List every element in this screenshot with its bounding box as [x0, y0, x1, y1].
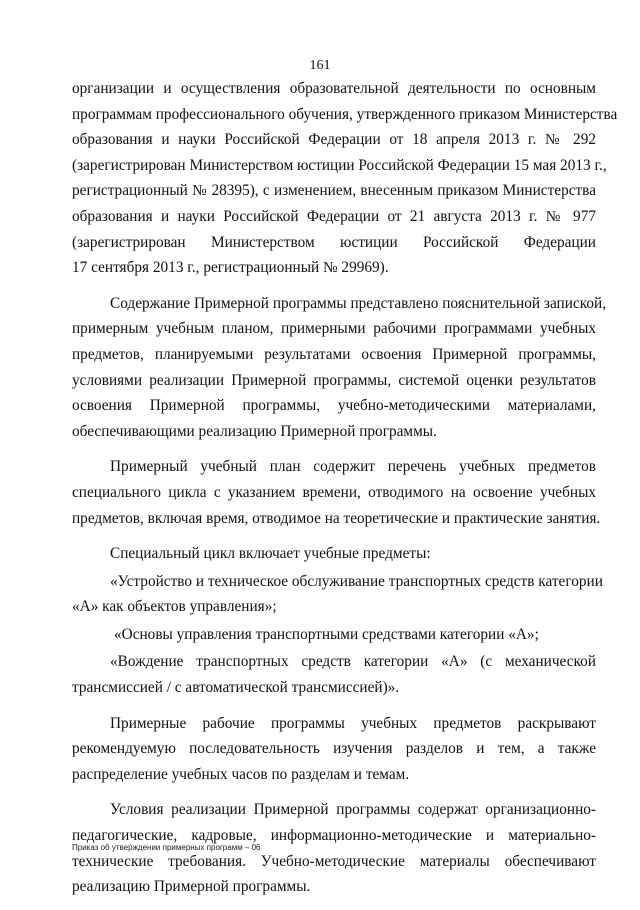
text-line: Примерный учебный план содержит перечень учебных предметов — [110, 458, 596, 476]
text-line: «Вождение транспортных средств категории «А» (с механической — [110, 653, 596, 671]
text-line: технические требования. Учебно-методические материалы обеспечивают — [72, 852, 596, 870]
text-line: обеспечивающими реализацию Примерной программы. — [72, 422, 437, 440]
text-line: педагогические, кадровые, информационно-методические и материально- — [72, 827, 596, 845]
document-body — [72, 76, 618, 910]
text-line: Условия реализации Примерной программы содержат организационно- — [110, 801, 596, 819]
text-line: программам профессионального обучения, утвержденного приказом Министерства — [72, 105, 618, 123]
paragraph-continuation — [72, 76, 618, 281]
page-number: 161 — [309, 58, 331, 73]
text-line: освоения Примерной программы, учебно-методическими материалами, — [72, 397, 596, 415]
text-line: предметов, планируемыми результатами освоения Примерной программы, — [72, 345, 596, 363]
text-line: (зарегистрирован Министерством юстиции Российской Федерации 15 мая 2013 г., — [72, 156, 607, 174]
text-line: Содержание Примерной программы представлено пояснительной запиской, — [110, 294, 607, 312]
text-line: «Устройство и техническое обслуживание транспортных средств категории — [110, 572, 603, 590]
text-line: «Основы управления транспортными средствами категории «А»; — [114, 625, 539, 643]
text-line: рекомендуемую последовательность изучения разделов и тем, а также — [72, 740, 596, 758]
text-line: примерным учебным планом, примерными рабочими программами учебных — [72, 320, 596, 338]
text-line: (зарегистрирован Министерством юстиции Российской Федерации — [72, 233, 596, 251]
text-line: распределение учебных часов по разделам и темам. — [72, 765, 410, 783]
paragraph-subject-driving — [72, 649, 596, 700]
paragraph-study-plan — [72, 454, 601, 531]
footer-note: Приказ об утверждении примерных программ – 06 — [72, 843, 261, 852]
text-line: «А» как объектов управления»; — [72, 598, 277, 616]
text-line: Специальный цикл включает учебные предметы: — [110, 545, 431, 563]
text-line: 17 сентября 2013 г., регистрационный № 29969). — [72, 259, 389, 277]
paragraph-work-programs — [72, 711, 596, 788]
paragraph-subject-device — [72, 569, 603, 620]
text-line: регистрационный № 28395), с изменением, внесенным приказом Министерства — [72, 182, 596, 200]
text-line: образования и науки Российской Федерации от 18 апреля 2013 г. № 292 — [72, 131, 596, 149]
text-line: Примерные рабочие программы учебных предметов раскрывают — [110, 714, 596, 732]
paragraph-special-cycle — [72, 541, 596, 567]
text-line: реализацию Примерной программы. — [72, 878, 311, 896]
paragraph-subject-control — [72, 622, 596, 648]
paragraph-program-content — [72, 291, 607, 445]
text-line: организации и осуществления образовательной деятельности по основным — [72, 80, 596, 97]
text-line: специального цикла с указанием времени, отводимого на освоение учебных — [72, 483, 596, 501]
text-line: условиями реализации Примерной программы, системой оценки результатов — [72, 371, 596, 389]
text-line: предметов, включая время, отводимое на теоретические и практические занятия. — [72, 509, 601, 527]
text-line: образования и науки Российской Федерации от 21 августа 2013 г. № 977 — [72, 207, 596, 225]
text-line: трансмиссией / с автоматической трансмиссией)». — [72, 679, 400, 697]
